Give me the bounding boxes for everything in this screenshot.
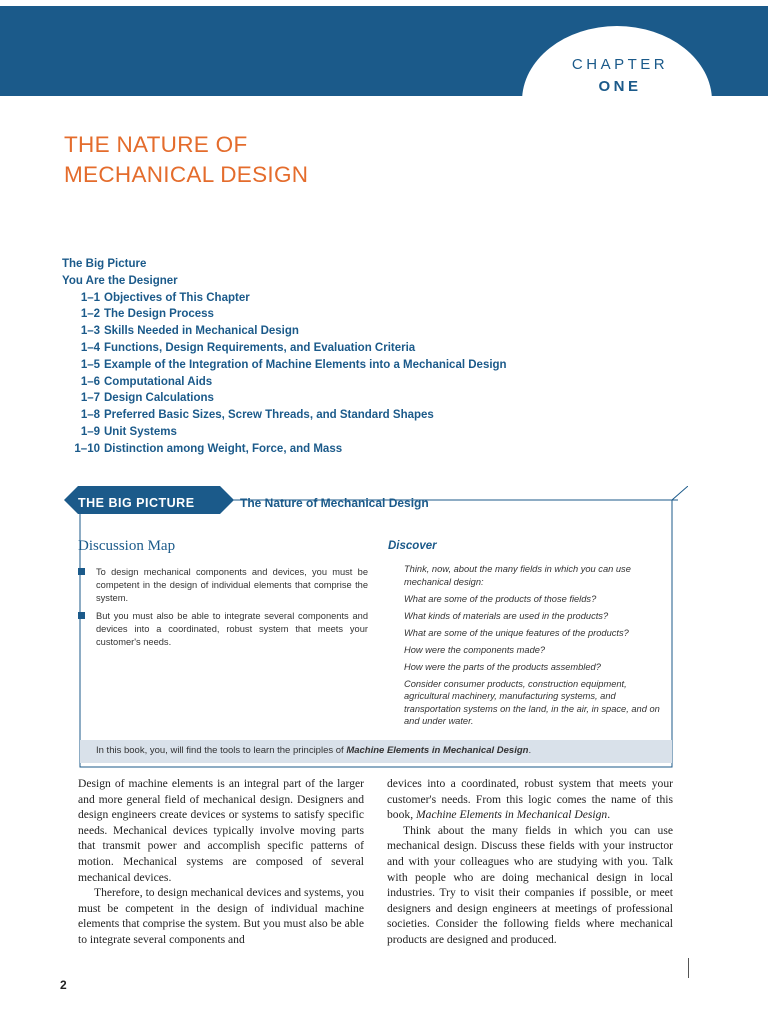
banner-text-prefix: In this book, you, will find the tools to learn the principles of xyxy=(96,745,347,756)
toc-item-label: Computational Aids xyxy=(104,375,213,388)
toc-item-label: You Are the Designer xyxy=(62,274,178,287)
column-rule xyxy=(688,958,689,978)
discover-item: What are some of the unique features of the products? xyxy=(404,627,629,638)
body-text: . xyxy=(607,808,611,822)
toc-item-label: Objectives of This Chapter xyxy=(104,291,250,304)
banner-text-suffix: . xyxy=(528,745,532,756)
big-picture-tab-label: THE BIG PICTURE xyxy=(78,496,195,510)
body-column-left xyxy=(78,776,364,948)
chapter-label: CHAPTER xyxy=(571,56,669,73)
toc-item-number: 1–3 xyxy=(80,325,100,338)
body-paragraph xyxy=(387,776,673,823)
toc-item-label: Design Calculations xyxy=(104,392,214,405)
toc-item-label: The Design Process xyxy=(104,308,214,321)
chapter-title-line-2: MECHANICAL DESIGN xyxy=(64,162,309,187)
toc-item[interactable] xyxy=(62,256,507,273)
chapter-badge xyxy=(522,26,712,176)
book-title: Machine Elements in Mechanical Design xyxy=(415,808,608,822)
square-bullet-icon xyxy=(78,612,85,619)
toc-item[interactable] xyxy=(62,273,507,290)
toc-item-number: 1–2 xyxy=(80,308,100,321)
chapter-number: ONE xyxy=(598,78,642,95)
discussion-map-heading: Discussion Map xyxy=(78,538,176,554)
toc-item-label: Distinction among Weight, Force, and Mass xyxy=(104,442,343,455)
chapter-title xyxy=(64,130,308,190)
big-picture-banner-text xyxy=(96,745,531,756)
body-text: devices into a coordinated, robust system that meets your customer's needs. From this logic comes the name of this book, xyxy=(387,777,673,822)
toc-item[interactable] xyxy=(62,340,507,357)
toc-item-number: 1–6 xyxy=(80,375,100,388)
toc-item-label: Example of the Integration of Machine Elements into a Mechanical Design xyxy=(104,358,507,371)
toc-item-label: Functions, Design Requirements, and Evaluation Criteria xyxy=(104,341,416,354)
discussion-map-item xyxy=(78,610,368,649)
body-paragraph: Think about the many fields in which you can use mechanical design. Discuss these fields with your instructor and with your colleagues who are studying with you. Talk with people who are doing mechanical design in local industries. Try to visit their companies if possible, or meet designers and design engineers at meetings of professional societies. Consider the following fields where mechanical products are designed and produced. xyxy=(387,823,673,946)
toc-item[interactable] xyxy=(62,374,507,391)
discussion-map-item-text: But you must also be able to integrate several components and devices into a coordinated, robust system that meets your customer's needs. xyxy=(96,610,368,647)
discover-item: Consider consumer products, construction equipment, agricultural machinery, manufacturing systems, and transportation systems on the land, in the air, in space, and on and under water. xyxy=(404,678,660,727)
discussion-map-item-text: To design mechanical components and devices, you must be competent in the design of individual elements that comprise the system. xyxy=(96,567,368,603)
chapter-contents xyxy=(62,256,507,458)
toc-item-number: 1–4 xyxy=(80,341,100,354)
big-picture-title: The Nature of Mechanical Design xyxy=(240,496,429,510)
toc-item-label: The Big Picture xyxy=(62,258,147,270)
toc-item-label: Unit Systems xyxy=(104,425,177,438)
discover-item: How were the components made? xyxy=(404,644,546,655)
discover-item: What kinds of materials are used in the products? xyxy=(404,610,609,621)
toc-item-number: 1–8 xyxy=(80,409,100,422)
toc-item[interactable] xyxy=(62,441,507,458)
discover-item: How were the parts of the products assembled? xyxy=(404,661,601,672)
toc-item-number: 1–7 xyxy=(80,392,100,405)
toc-item[interactable] xyxy=(62,306,507,323)
toc-item[interactable] xyxy=(62,357,507,374)
big-picture-banner xyxy=(80,740,672,763)
page-number: 2 xyxy=(60,978,67,992)
toc-item[interactable] xyxy=(62,323,507,340)
toc-item-number: 1–1 xyxy=(80,291,100,304)
toc-item-label: Skills Needed in Mechanical Design xyxy=(104,325,299,338)
body-column-right xyxy=(387,776,673,948)
toc-item[interactable] xyxy=(62,407,507,424)
toc-item-number: 1–9 xyxy=(80,425,100,438)
toc-item[interactable] xyxy=(62,290,507,307)
discussion-map-item xyxy=(78,566,368,605)
body-paragraph: Therefore, to design mechanical devices and systems, you must be competent in the design of individual machine elements that comprise the system. But you must also be able to integrate several components and xyxy=(78,886,364,946)
toc-item[interactable] xyxy=(62,390,507,407)
toc-item[interactable] xyxy=(62,424,507,441)
banner-book-title: Machine Elements in Mechanical Design xyxy=(346,745,529,756)
toc-item-number: 1–5 xyxy=(80,358,100,371)
square-bullet-icon xyxy=(78,568,85,575)
big-picture-box xyxy=(64,486,688,768)
toc-item-number: 1–10 xyxy=(74,442,100,455)
discover-heading: Discover xyxy=(388,540,437,552)
discover-item: What are some of the products of those fields? xyxy=(404,593,597,604)
body-paragraph: Design of machine elements is an integral part of the larger and more general field of mechanical design. Designers and design engineers create devices or systems to satisfy specific needs. Mechanical devices typically involve moving parts that transmit power and accomplish specific patterns of motion. Mechanical systems are composed of several mechanical devices. xyxy=(78,777,364,884)
discover-item: Think, now, about the many fields in which you can use mechanical design: xyxy=(404,564,631,587)
discussion-map-list xyxy=(78,566,368,653)
chapter-title-line-1: THE NATURE OF xyxy=(64,132,248,157)
discover-list xyxy=(404,563,664,732)
toc-item-label: Preferred Basic Sizes, Screw Threads, and Standard Shapes xyxy=(104,409,434,422)
